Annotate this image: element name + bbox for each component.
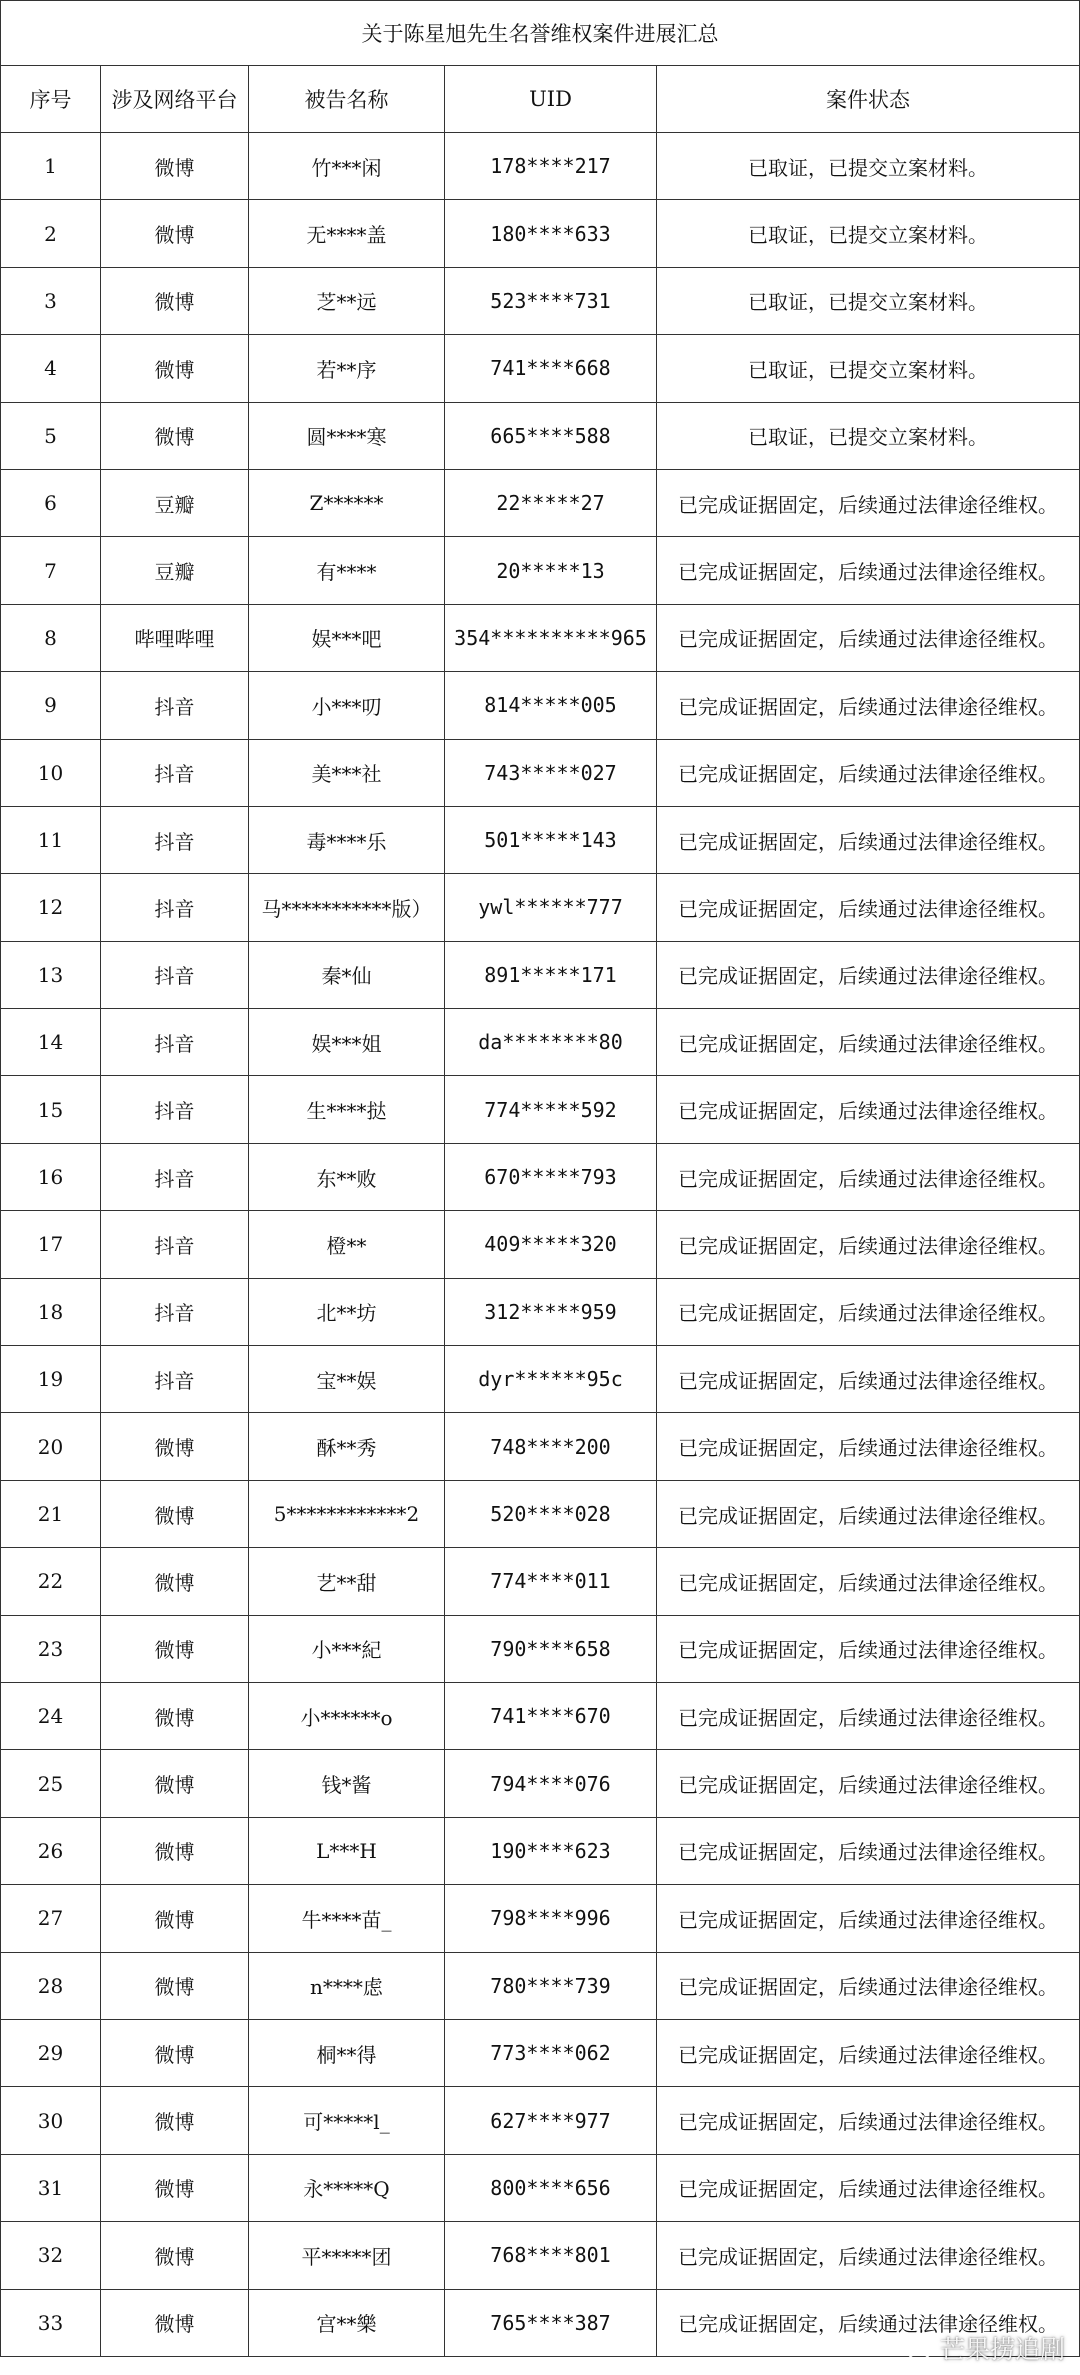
table-row xyxy=(1,1211,1080,1278)
cell-index: 2 xyxy=(1,200,101,267)
cell-platform: 哔哩哔哩 xyxy=(101,604,249,671)
cell-uid: 800****656 xyxy=(445,2154,657,2221)
cell-platform: 微博 xyxy=(101,402,249,469)
cell-status: 已完成证据固定，后续通过法律途径维权。 xyxy=(657,1346,1080,1413)
cell-platform: 微博 xyxy=(101,1548,249,1615)
cell-platform: 微博 xyxy=(101,1615,249,1682)
cell-uid: 765****387 xyxy=(445,2289,657,2356)
cell-status: 已完成证据固定，后续通过法律途径维权。 xyxy=(657,1885,1080,1952)
cell-index: 4 xyxy=(1,335,101,402)
cell-platform: 微博 xyxy=(101,2222,249,2289)
cell-index: 27 xyxy=(1,1885,101,1952)
table-title: 关于陈星旭先生名誉维权案件进展汇总 xyxy=(1,1,1080,66)
cell-defendant: 芝**远 xyxy=(249,267,445,334)
cell-platform: 微博 xyxy=(101,1952,249,2019)
cell-index: 10 xyxy=(1,739,101,806)
cell-uid: 774****011 xyxy=(445,1548,657,1615)
cell-platform: 微博 xyxy=(101,267,249,334)
cell-platform: 豆瓣 xyxy=(101,537,249,604)
cell-status: 已取证，已提交立案材料。 xyxy=(657,335,1080,402)
cell-status: 已完成证据固定，后续通过法律途径维权。 xyxy=(657,806,1080,873)
cell-platform: 微博 xyxy=(101,2087,249,2154)
cell-defendant: 秦*仙 xyxy=(249,941,445,1008)
cell-index: 1 xyxy=(1,133,101,200)
cell-platform: 抖音 xyxy=(101,1211,249,1278)
table-row xyxy=(1,537,1080,604)
cell-index: 26 xyxy=(1,1817,101,1884)
cell-defendant: n****虑 xyxy=(249,1952,445,2019)
table-row xyxy=(1,2154,1080,2221)
cell-index: 15 xyxy=(1,1076,101,1143)
cell-platform: 微博 xyxy=(101,2154,249,2221)
cell-defendant: 小***紀 xyxy=(249,1615,445,1682)
table-row xyxy=(1,1076,1080,1143)
cell-platform: 抖音 xyxy=(101,1076,249,1143)
table-row xyxy=(1,604,1080,671)
header-index: 序号 xyxy=(1,66,101,133)
cell-index: 9 xyxy=(1,672,101,739)
cell-platform: 微博 xyxy=(101,2289,249,2356)
cell-defendant: 小***叨 xyxy=(249,672,445,739)
cell-defendant: 圆****寒 xyxy=(249,402,445,469)
cell-uid: 794****076 xyxy=(445,1750,657,1817)
cell-index: 16 xyxy=(1,1143,101,1210)
cell-uid: 773****062 xyxy=(445,2019,657,2086)
cell-index: 33 xyxy=(1,2289,101,2356)
cell-status: 已完成证据固定，后续通过法律途径维权。 xyxy=(657,941,1080,1008)
cell-status: 已完成证据固定，后续通过法律途径维权。 xyxy=(657,1143,1080,1210)
table-row xyxy=(1,335,1080,402)
cell-status: 已完成证据固定，后续通过法律途径维权。 xyxy=(657,2154,1080,2221)
table-row xyxy=(1,1143,1080,1210)
table-row xyxy=(1,1817,1080,1884)
table-row xyxy=(1,941,1080,1008)
cell-index: 7 xyxy=(1,537,101,604)
watermark-text: 芒果捞追剧 xyxy=(939,2335,1065,2364)
cell-status: 已完成证据固定，后续通过法律途径维权。 xyxy=(657,1413,1080,1480)
cell-defendant: 钱*酱 xyxy=(249,1750,445,1817)
cell-uid: 780****739 xyxy=(445,1952,657,2019)
cell-platform: 抖音 xyxy=(101,672,249,739)
cell-defendant: 毒****乐 xyxy=(249,806,445,873)
cell-uid: da********80 xyxy=(445,1009,657,1076)
cell-index: 19 xyxy=(1,1346,101,1413)
table-row xyxy=(1,402,1080,469)
cell-status: 已完成证据固定，后续通过法律途径维权。 xyxy=(657,874,1080,941)
cell-status: 已完成证据固定，后续通过法律途径维权。 xyxy=(657,1009,1080,1076)
cell-status: 已完成证据固定，后续通过法律途径维权。 xyxy=(657,1682,1080,1749)
cell-uid: 814*****005 xyxy=(445,672,657,739)
cell-defendant: 北**坊 xyxy=(249,1278,445,1345)
cell-platform: 微博 xyxy=(101,1480,249,1547)
cell-defendant: 永*****Q xyxy=(249,2154,445,2221)
cell-status: 已取证，已提交立案材料。 xyxy=(657,267,1080,334)
cell-index: 14 xyxy=(1,1009,101,1076)
cell-index: 8 xyxy=(1,604,101,671)
cell-platform: 抖音 xyxy=(101,806,249,873)
cell-defendant: 生****挞 xyxy=(249,1076,445,1143)
cell-platform: 抖音 xyxy=(101,1346,249,1413)
cell-index: 23 xyxy=(1,1615,101,1682)
cell-defendant: 桐**得 xyxy=(249,2019,445,2086)
cell-defendant: 牛****苗_ xyxy=(249,1885,445,1952)
cell-uid: 743*****027 xyxy=(445,739,657,806)
table-row xyxy=(1,1548,1080,1615)
cell-index: 18 xyxy=(1,1278,101,1345)
cell-platform: 微博 xyxy=(101,1413,249,1480)
cell-platform: 微博 xyxy=(101,133,249,200)
cell-platform: 微博 xyxy=(101,335,249,402)
cell-index: 17 xyxy=(1,1211,101,1278)
cell-platform: 抖音 xyxy=(101,1009,249,1076)
header-platform: 涉及网络平台 xyxy=(101,66,249,133)
cell-defendant: 艺**甜 xyxy=(249,1548,445,1615)
table-row xyxy=(1,1413,1080,1480)
cell-uid: 22*****27 xyxy=(445,469,657,536)
cell-status: 已完成证据固定，后续通过法律途径维权。 xyxy=(657,1615,1080,1682)
cell-uid: 665****588 xyxy=(445,402,657,469)
cell-status: 已完成证据固定，后续通过法律途径维权。 xyxy=(657,1952,1080,2019)
cell-uid: 741****670 xyxy=(445,1682,657,1749)
cell-platform: 微博 xyxy=(101,1817,249,1884)
table-row xyxy=(1,1480,1080,1547)
cell-uid: dyr******95c xyxy=(445,1346,657,1413)
cell-defendant: 竹***闲 xyxy=(249,133,445,200)
table-row xyxy=(1,133,1080,200)
header-status: 案件状态 xyxy=(657,66,1080,133)
table-row xyxy=(1,874,1080,941)
cell-uid: 190****623 xyxy=(445,1817,657,1884)
table-header-row xyxy=(1,66,1080,133)
cell-uid: 523****731 xyxy=(445,267,657,334)
table-row xyxy=(1,2087,1080,2154)
cell-index: 28 xyxy=(1,1952,101,2019)
cell-uid: ywl******777 xyxy=(445,874,657,941)
cell-platform: 抖音 xyxy=(101,1143,249,1210)
cell-index: 22 xyxy=(1,1548,101,1615)
cell-uid: 748****200 xyxy=(445,1413,657,1480)
cell-status: 已取证，已提交立案材料。 xyxy=(657,200,1080,267)
cell-uid: 20*****13 xyxy=(445,537,657,604)
cell-status: 已完成证据固定，后续通过法律途径维权。 xyxy=(657,604,1080,671)
table-row xyxy=(1,1346,1080,1413)
header-uid: UID xyxy=(445,66,657,133)
cell-status: 已完成证据固定，后续通过法律途径维权。 xyxy=(657,2289,1080,2356)
table-row xyxy=(1,1885,1080,1952)
table-row xyxy=(1,1750,1080,1817)
cell-index: 25 xyxy=(1,1750,101,1817)
cell-status: 已完成证据固定，后续通过法律途径维权。 xyxy=(657,469,1080,536)
cell-uid: 312*****959 xyxy=(445,1278,657,1345)
cell-defendant: 5************2 xyxy=(249,1480,445,1547)
cell-platform: 微博 xyxy=(101,1885,249,1952)
cell-index: 32 xyxy=(1,2222,101,2289)
table-row xyxy=(1,1278,1080,1345)
cell-index: 12 xyxy=(1,874,101,941)
cell-platform: 微博 xyxy=(101,200,249,267)
cell-index: 3 xyxy=(1,267,101,334)
cell-defendant: 马***********版） xyxy=(249,874,445,941)
cell-index: 5 xyxy=(1,402,101,469)
table-row xyxy=(1,1682,1080,1749)
cell-platform: 豆瓣 xyxy=(101,469,249,536)
table-row xyxy=(1,806,1080,873)
cell-uid: 798****996 xyxy=(445,1885,657,1952)
cell-defendant: 酥**秀 xyxy=(249,1413,445,1480)
cell-index: 31 xyxy=(1,2154,101,2221)
table-row xyxy=(1,2289,1080,2356)
cell-defendant: 平*****团 xyxy=(249,2222,445,2289)
cell-status: 已完成证据固定，后续通过法律途径维权。 xyxy=(657,1480,1080,1547)
cell-status: 已完成证据固定，后续通过法律途径维权。 xyxy=(657,1750,1080,1817)
table-title-row xyxy=(1,1,1080,66)
table-row xyxy=(1,200,1080,267)
cell-status: 已取证，已提交立案材料。 xyxy=(657,133,1080,200)
cell-status: 已取证，已提交立案材料。 xyxy=(657,402,1080,469)
cell-status: 已完成证据固定，后续通过法律途径维权。 xyxy=(657,2087,1080,2154)
cell-uid: 774*****592 xyxy=(445,1076,657,1143)
cell-defendant: Z****** xyxy=(249,469,445,536)
table-row xyxy=(1,739,1080,806)
cell-uid: 768****801 xyxy=(445,2222,657,2289)
cell-platform: 抖音 xyxy=(101,1278,249,1345)
cell-index: 29 xyxy=(1,2019,101,2086)
cell-platform: 抖音 xyxy=(101,739,249,806)
cell-status: 已完成证据固定，后续通过法律途径维权。 xyxy=(657,2019,1080,2086)
cell-defendant: 娱***吧 xyxy=(249,604,445,671)
cell-index: 13 xyxy=(1,941,101,1008)
cell-status: 已完成证据固定，后续通过法律途径维权。 xyxy=(657,672,1080,739)
table-row xyxy=(1,1615,1080,1682)
cell-status: 已完成证据固定，后续通过法律途径维权。 xyxy=(657,1076,1080,1143)
cell-uid: 354**********965 xyxy=(445,604,657,671)
cell-uid: 409*****320 xyxy=(445,1211,657,1278)
cell-defendant: 橙** xyxy=(249,1211,445,1278)
cell-index: 24 xyxy=(1,1682,101,1749)
table-row xyxy=(1,672,1080,739)
cell-defendant: 美***社 xyxy=(249,739,445,806)
cell-uid: 627****977 xyxy=(445,2087,657,2154)
cell-defendant: 宝**娱 xyxy=(249,1346,445,1413)
table-row xyxy=(1,1009,1080,1076)
cell-uid: 520****028 xyxy=(445,1480,657,1547)
cell-status: 已完成证据固定，后续通过法律途径维权。 xyxy=(657,1211,1080,1278)
table-row xyxy=(1,1952,1080,2019)
table-row xyxy=(1,2222,1080,2289)
cell-defendant: L***H xyxy=(249,1817,445,1884)
cell-defendant: 小******o xyxy=(249,1682,445,1749)
cell-uid: 178****217 xyxy=(445,133,657,200)
cell-uid: 180****633 xyxy=(445,200,657,267)
cell-uid: 741****668 xyxy=(445,335,657,402)
cell-uid: 891*****171 xyxy=(445,941,657,1008)
cell-status: 已完成证据固定，后续通过法律途径维权。 xyxy=(657,1548,1080,1615)
table-row xyxy=(1,2019,1080,2086)
cell-status: 已完成证据固定，后续通过法律途径维权。 xyxy=(657,739,1080,806)
cell-platform: 抖音 xyxy=(101,941,249,1008)
cell-platform: 微博 xyxy=(101,1750,249,1817)
cell-defendant: 宫**樂 xyxy=(249,2289,445,2356)
cell-defendant: 无****盖 xyxy=(249,200,445,267)
table-row xyxy=(1,267,1080,334)
cell-defendant: 可*****l_ xyxy=(249,2087,445,2154)
cell-index: 20 xyxy=(1,1413,101,1480)
cell-index: 21 xyxy=(1,1480,101,1547)
table-row xyxy=(1,469,1080,536)
cell-uid: 670*****793 xyxy=(445,1143,657,1210)
cell-status: 已完成证据固定，后续通过法律途径维权。 xyxy=(657,1278,1080,1345)
cell-defendant: 若**序 xyxy=(249,335,445,402)
cell-index: 11 xyxy=(1,806,101,873)
cell-index: 6 xyxy=(1,469,101,536)
cell-uid: 501*****143 xyxy=(445,806,657,873)
header-defendant: 被告名称 xyxy=(249,66,445,133)
cell-platform: 抖音 xyxy=(101,874,249,941)
cell-uid: 790****658 xyxy=(445,1615,657,1682)
cell-platform: 微博 xyxy=(101,2019,249,2086)
cell-defendant: 东**败 xyxy=(249,1143,445,1210)
cell-index: 30 xyxy=(1,2087,101,2154)
cell-platform: 微博 xyxy=(101,1682,249,1749)
cell-status: 已完成证据固定，后续通过法律途径维权。 xyxy=(657,2222,1080,2289)
cell-status: 已完成证据固定，后续通过法律途径维权。 xyxy=(657,537,1080,604)
cell-defendant: 娱***姐 xyxy=(249,1009,445,1076)
cell-status: 已完成证据固定，后续通过法律途径维权。 xyxy=(657,1817,1080,1884)
cell-defendant: 有**** xyxy=(249,537,445,604)
